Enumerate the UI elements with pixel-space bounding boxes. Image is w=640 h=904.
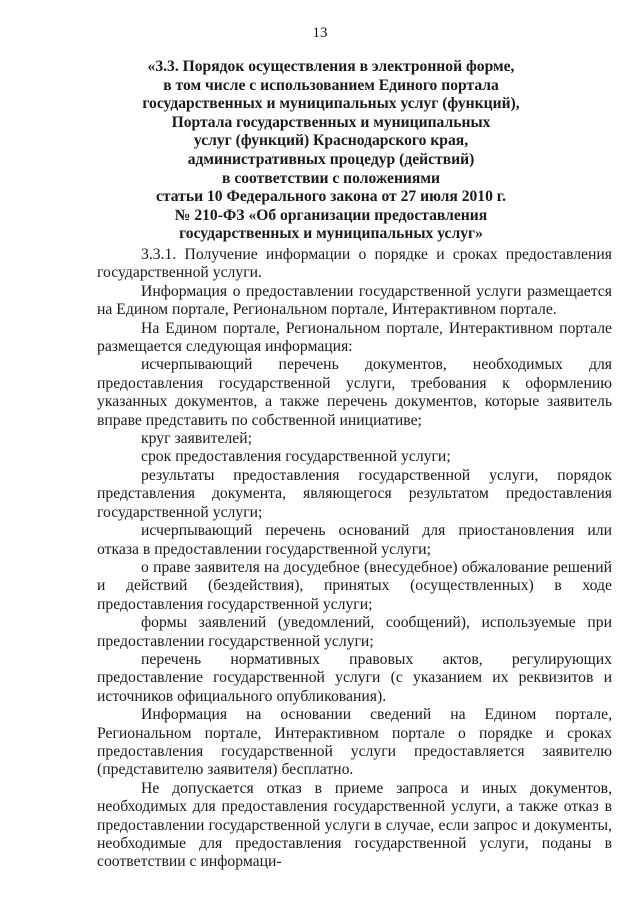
- section-heading: [100, 58, 562, 244]
- paragraph: о праве заявителя на досудебное (внесудебное) обжалование решений и действий (бездействия), принятых (осуществленных) в ходе предоставления государственной услуги;: [97, 558, 612, 613]
- paragraph: формы заявлений (уведомлений, сообщений), используемые при предоставлении государственной услуги;: [97, 614, 612, 650]
- paragraph: круг заявителей;: [141, 430, 252, 448]
- paragraph: Информация на основании сведений на Едином портале, Региональном портале, Интерактивном портале о порядке и сроках предоставления государственной услуги предоставляется заявителю (представителю заявителя) бесплатно.: [97, 706, 612, 779]
- paragraph: На Едином портале, Региональном портале, Интерактивном портале размещается следующая информация:: [97, 319, 612, 356]
- heading-line: в том числе с использованием Единого портала: [163, 76, 499, 94]
- heading-line: административных процедур (действий): [187, 150, 475, 168]
- heading-line: «3.3. Порядок осуществления в электронной форме,: [147, 58, 515, 75]
- paragraph: Не допускается отказ в приеме запроса и иных документов, необходимых для предоставления государственной услуги, а также отказ в предоставлении государственной услуги в случае, если запрос и документы, необходимые для предоставления государственной услуги, поданы в соответствии с информаци-: [97, 779, 612, 871]
- heading-line: № 210-ФЗ «Об организации предоставления: [174, 206, 488, 224]
- heading-line: государственных и муниципальных услуг»: [179, 225, 483, 243]
- body-text: [97, 246, 612, 872]
- heading-line: государственных и муниципальных услуг (функций),: [142, 95, 520, 113]
- paragraph: исчерпывающий перечень оснований для приостановления или отказа в предоставлении государственной услуги;: [97, 522, 612, 558]
- heading-line: Портала государственных и муниципальных: [171, 113, 491, 131]
- heading-line: услуг (функций) Краснодарского края,: [193, 132, 469, 150]
- paragraph: исчерпывающий перечень документов, необходимых для предоставления государственной услуги, требования к оформлению указанных документов, а также перечень документов, которые заявитель вправе представить по собственной инициативе;: [97, 356, 612, 429]
- paragraph: результаты предоставления государственной услуги, порядок представления документа, являющегося результатом предоставления государственной услуги;: [97, 466, 612, 521]
- paragraph: 3.3.1. Получение информации о порядке и сроках предоставления государственной услуги.: [97, 246, 612, 282]
- heading-line: в соответствии с положениями: [222, 169, 440, 187]
- paragraph: срок предоставления государственной услуги;: [141, 448, 451, 466]
- heading-line: статьи 10 Федерального закона от 27 июля 2010 г.: [156, 188, 506, 206]
- paragraph: Информация о предоставлении государственной услуги размещается на Едином портале, Региональном портале, Интерактивном портале.: [97, 282, 612, 319]
- page-number: 13: [312, 25, 328, 41]
- paragraph: перечень нормативных правовых актов, регулирующих предоставление государственной услуги (с указанием их реквизитов и источников официального опубликования).: [97, 650, 612, 705]
